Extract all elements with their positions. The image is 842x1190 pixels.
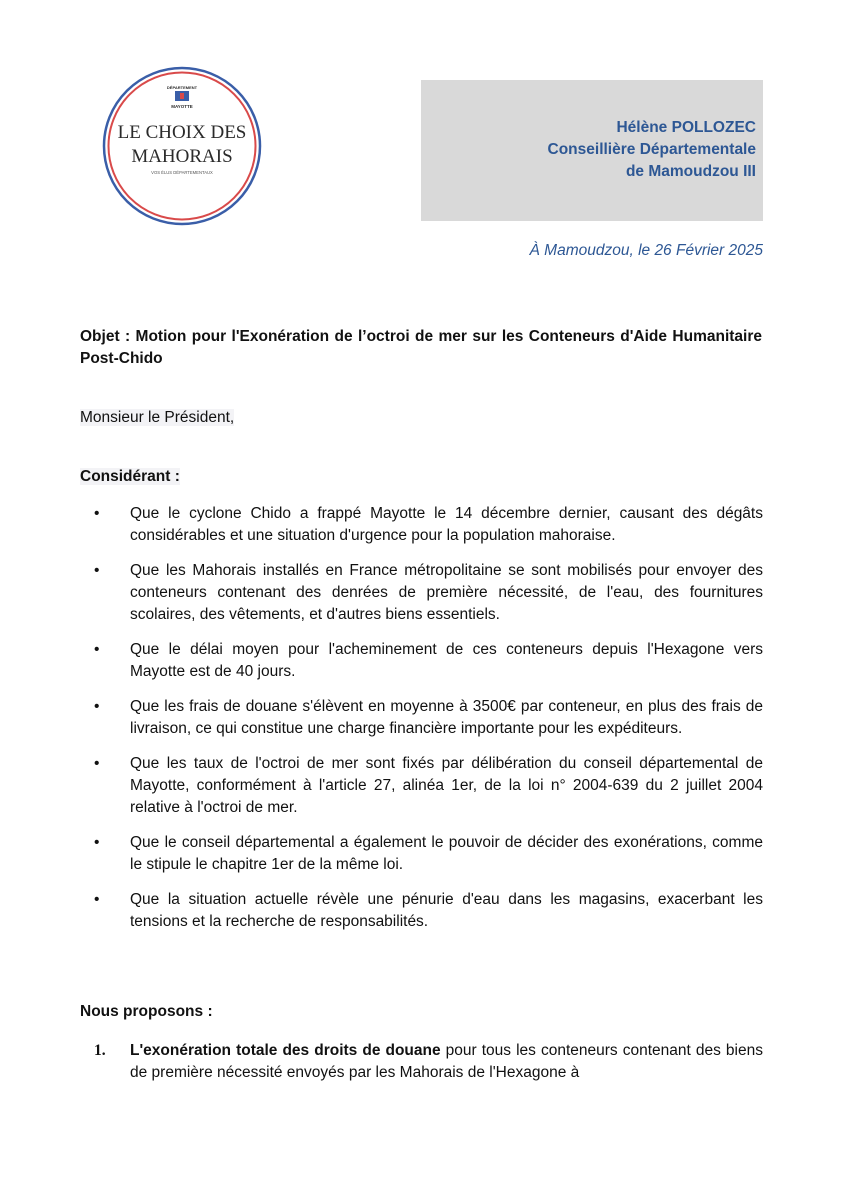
bullet-icon: • xyxy=(94,505,100,522)
list-item xyxy=(80,696,763,740)
proposals-heading: Nous proposons : xyxy=(80,1003,213,1020)
proposal-text xyxy=(80,1040,763,1084)
list-item-text: Que le cyclone Chido a frappé Mayotte le 14 décembre dernier, causant des dégâts considérables et une situation d'urgence pour la population mahoraise. xyxy=(130,505,763,544)
list-item-text: Que les taux de l'octroi de mer sont fixés par délibération du conseil départemental de Mayotte, conformément à l'article 27, alinéa 1er, de la loi n° 2004-639 du 2 juillet 2004 relative à l'octroi de mer. xyxy=(130,755,763,816)
considering-heading xyxy=(80,468,180,486)
letter-subject: Objet : Motion pour l'Exonération de l’octroi de mer sur les Conteneurs d'Aide Humanitaire Post-Chido xyxy=(80,328,762,367)
list-item xyxy=(80,503,763,547)
proposal-bold-text: L'exonération totale des droits de douane xyxy=(130,1042,441,1059)
list-item-text: Que la situation actuelle révèle une pénurie d'eau dans les magasins, exacerbant les tensions et la recherche de responsabilités. xyxy=(130,891,763,930)
sender-role: Conseillière Départementale xyxy=(547,141,756,158)
logo-department-text: DÉPARTEMENT xyxy=(166,85,198,90)
logo-mayotte-text: MAYOTTE xyxy=(171,104,193,109)
considering-heading-text: Considérant : xyxy=(80,468,180,485)
logo-title-line1: LE CHOIX DES xyxy=(117,122,247,143)
sender-district: de Mamoudzou III xyxy=(625,163,756,180)
proposal-number: 1. xyxy=(94,1042,106,1059)
list-item xyxy=(80,560,763,626)
bullet-icon: • xyxy=(94,755,100,772)
sender-header-box xyxy=(421,80,763,221)
proposal-body-text: pour tous les conteneurs contenant des biens de première nécessité envoyés par les Mahorais de l'Hexagone à xyxy=(130,1042,763,1081)
sender-name: Hélène POLLOZEC xyxy=(616,119,756,136)
list-item xyxy=(80,639,763,683)
list-item-text: Que les Mahorais installés en France métropolitaine se sont mobilisés pour envoyer des conteneurs contenant des denrées de première nécessité, de l'eau, des fournitures scolaires, des vêtements, et d'autres biens essentiels. xyxy=(130,562,763,623)
bullet-icon: • xyxy=(94,641,100,658)
salutation-text: Monsieur le Président, xyxy=(80,409,235,426)
salutation xyxy=(80,409,234,427)
proposal-item xyxy=(80,1040,763,1084)
considering-list xyxy=(80,503,763,946)
list-item-text: Que le conseil départemental a également le pouvoir de décider des exonérations, comme le stipule le chapitre 1er de la même loi. xyxy=(130,834,763,873)
list-item-text: Que les frais de douane s'élèvent en moyenne à 3500€ par conteneur, en plus des frais de livraison, ce qui constitue une charge financière importante pour les expéditeurs. xyxy=(130,698,763,737)
letter-date: À Mamoudzou, le 26 Février 2025 xyxy=(529,242,763,259)
logo-title-line2: MAHORAIS xyxy=(131,146,233,167)
le-choix-des-mahorais-logo xyxy=(102,66,262,226)
bullet-icon: • xyxy=(94,834,100,851)
list-item xyxy=(80,889,763,933)
list-item xyxy=(80,753,763,819)
bullet-icon: • xyxy=(94,562,100,579)
bullet-icon: • xyxy=(94,698,100,715)
list-item-text: Que le délai moyen pour l'acheminement de ces conteneurs depuis l'Hexagone vers Mayotte est de 40 jours. xyxy=(130,641,763,680)
bullet-icon: • xyxy=(94,891,100,908)
list-item xyxy=(80,832,763,876)
logo-tagline: VOS ÉLUS DÉPARTEMENTAUX xyxy=(151,170,213,175)
